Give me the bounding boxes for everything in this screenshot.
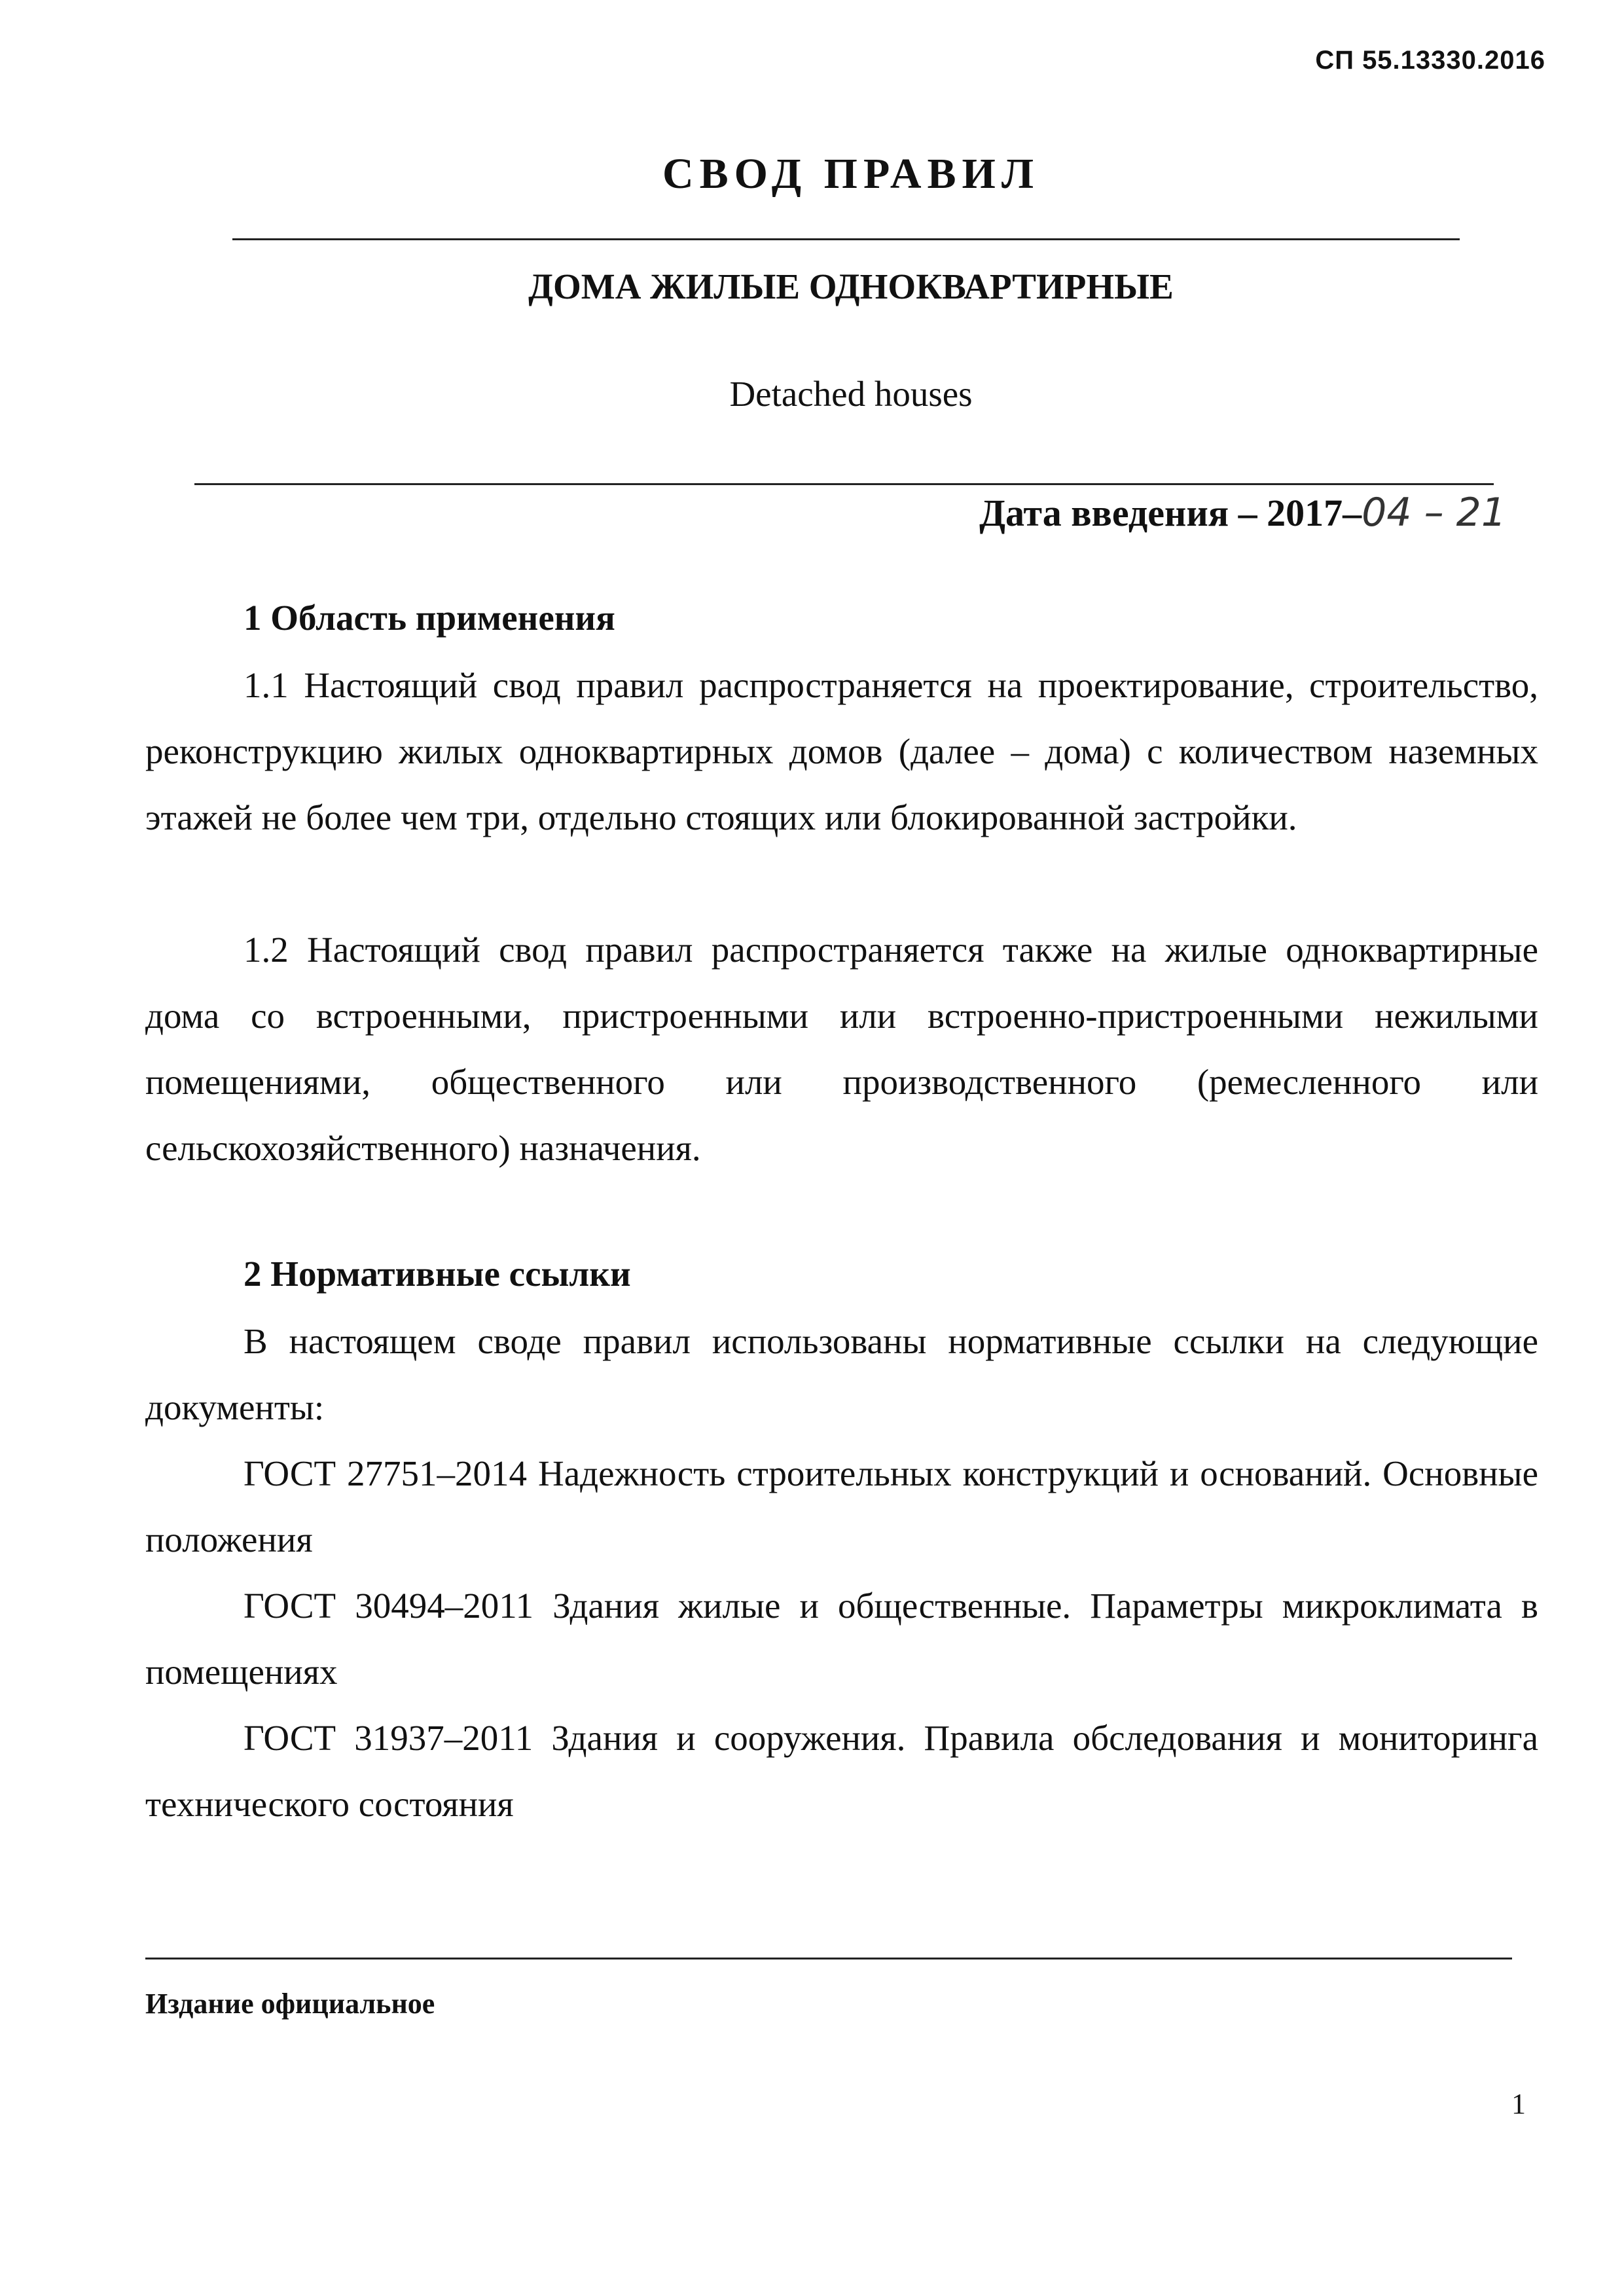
- reference-gost-31937: ГОСТ 31937–2011 Здания и сооружения. Правила обследования и мониторинга технического состояния: [145, 1718, 1538, 1824]
- section-heading-scope: 1 Область применения: [244, 598, 615, 638]
- paragraph-1-2: 1.2 Настоящий свод правил распространяется также на жилые одноквартирные дома со встроенными, пристроенными или встроенно-пристроенными нежилыми помещениями, общественного или производственного (ремесленного или сельскохозяйственного) назначения.: [145, 930, 1538, 1168]
- section-heading-references: 2 Нормативные ссылки: [244, 1254, 631, 1294]
- footer-divider: [145, 1958, 1512, 1959]
- references-intro: В настоящем своде правил использованы нормативные ссылки на следующие документы:: [145, 1321, 1538, 1427]
- document-title: СВОД ПРАВИЛ: [662, 150, 1040, 198]
- page-number: 1: [1511, 2088, 1526, 2120]
- introduction-date-label: Дата введения – 2017–: [979, 492, 1362, 534]
- introduction-date: [979, 490, 1506, 536]
- reference-gost-30494: ГОСТ 30494–2011 Здания жилые и общественные. Параметры микроклимата в помещениях: [145, 1586, 1538, 1692]
- paragraph-1-1: 1.1 Настоящий свод правил распространяется на проектирование, строительство, реконструкцию жилых одноквартирных домов (далее – дома) с количеством наземных этажей не более чем три, отдельно стоящих или блокированной застройки.: [145, 665, 1538, 837]
- handwritten-date: 04 – 21: [1362, 490, 1506, 536]
- english-title: Detached houses: [729, 374, 973, 414]
- official-edition-note: Издание официальное: [145, 1988, 435, 2020]
- document-code: СП 55.13330.2016: [1315, 46, 1545, 75]
- reference-gost-27751: ГОСТ 27751–2014 Надежность строительных конструкций и оснований. Основные положения: [145, 1453, 1538, 1559]
- header-divider: [194, 483, 1494, 485]
- title-divider: [232, 238, 1460, 240]
- document-subtitle: ДОМА ЖИЛЫЕ ОДНОКВАРТИРНЫЕ: [528, 266, 1174, 306]
